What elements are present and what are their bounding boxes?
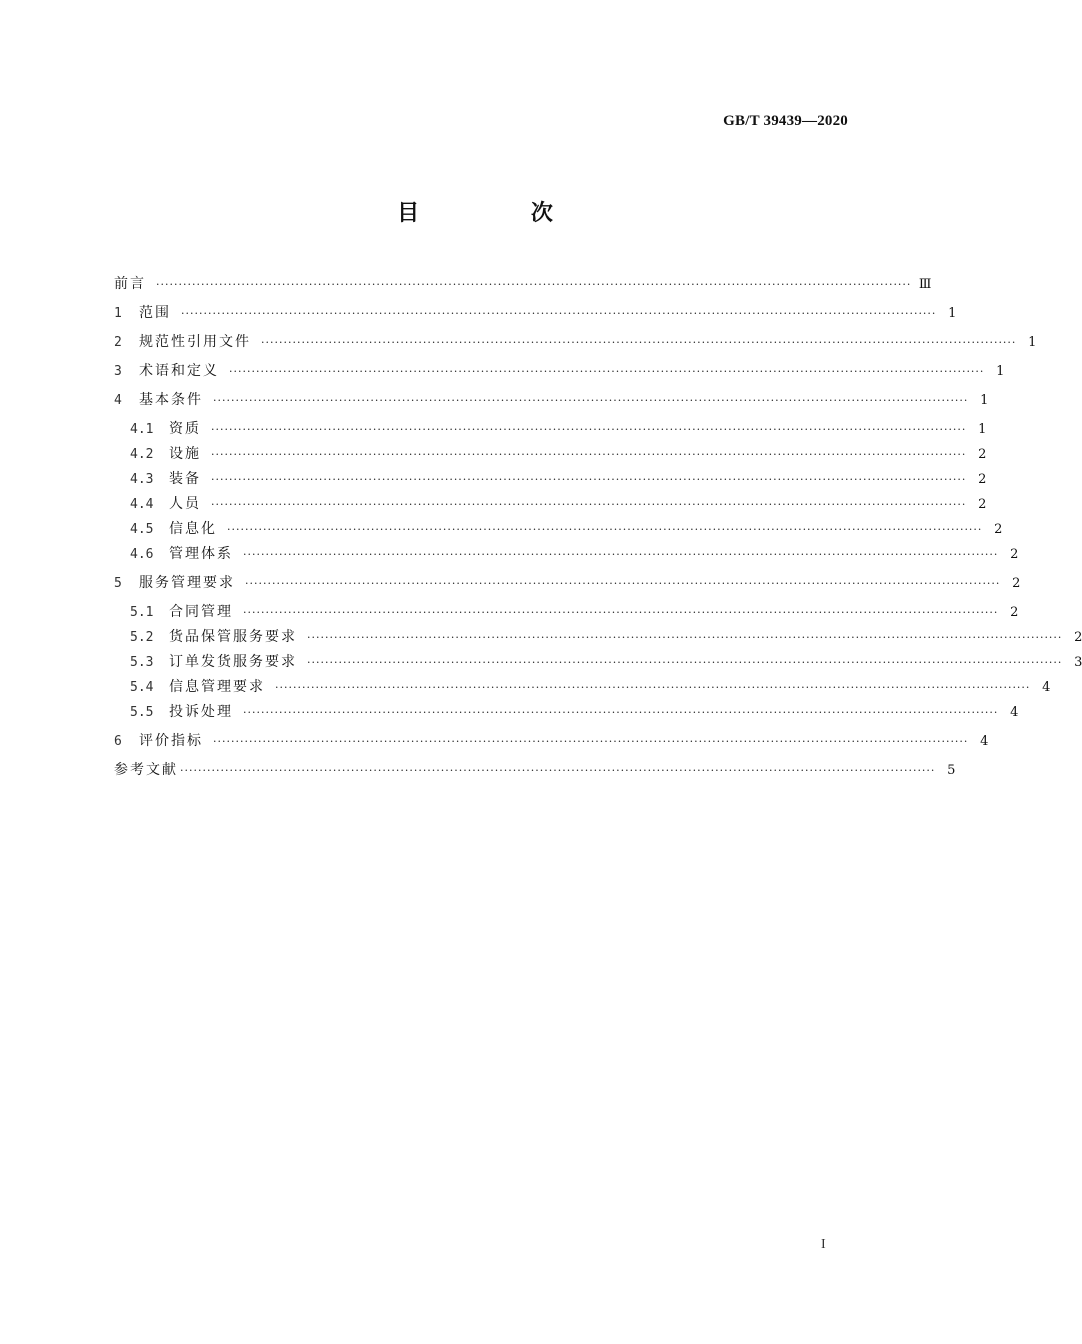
toc-number: 4.1	[130, 422, 154, 437]
toc-label: 术语和定义	[139, 363, 219, 379]
toc-page: 2	[1074, 630, 1082, 645]
leader-dots: ········································································································································································	[243, 548, 999, 561]
toc-label: 装备	[169, 471, 201, 487]
toc-number: 2	[114, 335, 122, 350]
toc-number: 5.3	[130, 655, 154, 670]
toc-label: 基本条件	[139, 392, 203, 408]
leader-dots: ········································································································································································	[213, 735, 969, 748]
toc-subentry[interactable]	[114, 492, 987, 517]
page-number: I	[821, 1237, 826, 1252]
toc-number: 4.6	[130, 547, 154, 562]
toc-number: 4	[114, 393, 122, 408]
toc-entry[interactable]	[114, 571, 1021, 596]
toc-subentry[interactable]	[114, 600, 1019, 625]
toc-label: 管理体系	[169, 546, 233, 562]
toc-subentry[interactable]	[114, 467, 987, 492]
toc-page: 5	[947, 763, 956, 778]
leader-dots: ········································································································································································	[307, 656, 1063, 669]
leader-dots: ········································································································································································	[211, 498, 967, 511]
toc-label: 信息管理要求	[169, 679, 265, 695]
toc-page: 1	[980, 393, 989, 408]
toc-entry[interactable]	[114, 301, 957, 326]
toc-label: 设施	[169, 446, 201, 462]
toc-page: 2	[1012, 576, 1021, 591]
leader-dots: ········································································································································································	[180, 764, 936, 777]
leader-dots: ········································································································································································	[243, 706, 999, 719]
toc-number: 5.1	[130, 605, 154, 620]
toc-label: 货品保管服务要求	[169, 629, 297, 645]
toc-label: 信息化	[169, 521, 217, 537]
toc-subentry[interactable]	[114, 625, 1082, 650]
toc-number: 4.2	[130, 447, 154, 462]
leader-dots: ········································································································································································	[211, 423, 967, 436]
toc-number: 5	[114, 576, 122, 591]
toc-subentry[interactable]	[114, 442, 987, 467]
toc-label: 参考文献	[114, 762, 178, 778]
toc-page: 1	[996, 364, 1005, 379]
toc-subentry[interactable]	[114, 675, 1051, 700]
leader-dots: ········································································································································································	[211, 473, 967, 486]
leader-dots: ········································································································································································	[156, 278, 912, 291]
leader-dots: ········································································································································································	[211, 448, 967, 461]
toc-subentry[interactable]	[114, 417, 987, 442]
toc-number: 5.2	[130, 630, 154, 645]
toc-page: 1	[948, 306, 957, 321]
toc-page: 4	[1010, 705, 1019, 720]
toc-label: 服务管理要求	[139, 575, 235, 591]
toc-label: 合同管理	[169, 604, 233, 620]
leader-dots: ········································································································································································	[227, 523, 983, 536]
toc-label: 范围	[139, 305, 171, 321]
toc-page: 2	[978, 447, 987, 462]
toc-page: 1	[978, 422, 987, 437]
leader-dots: ········································································································································································	[243, 606, 999, 619]
toc-label: 前言	[114, 276, 146, 292]
toc-entry-references[interactable]	[114, 758, 956, 783]
toc-page: 2	[1010, 605, 1019, 620]
leader-dots: ········································································································································································	[307, 631, 1063, 644]
toc-page: Ⅲ	[918, 277, 932, 292]
toc-label: 规范性引用文件	[139, 334, 251, 350]
toc-number: 4.4	[130, 497, 154, 512]
toc-subentry[interactable]	[114, 700, 1019, 725]
toc-page: 4	[1042, 680, 1051, 695]
toc-number: 5.5	[130, 705, 154, 720]
toc-subentry[interactable]	[114, 517, 1003, 542]
toc-entry-preface[interactable]	[114, 272, 932, 297]
toc-subentry[interactable]	[114, 650, 1082, 675]
table-of-contents	[114, 272, 1082, 783]
leader-dots: ········································································································································································	[181, 307, 937, 320]
toc-entry[interactable]	[114, 388, 989, 413]
toc-number: 1	[114, 306, 122, 321]
toc-page: 2	[1010, 547, 1019, 562]
toc-page: 2	[978, 472, 987, 487]
page-title: 目 次	[397, 201, 605, 226]
leader-dots: ········································································································································································	[213, 394, 969, 407]
toc-page: 2	[978, 497, 987, 512]
toc-page: 1	[1028, 335, 1037, 350]
leader-dots: ········································································································································································	[275, 681, 1031, 694]
toc-label: 订单发货服务要求	[169, 654, 297, 670]
toc-entry[interactable]	[114, 330, 1037, 355]
leader-dots: ········································································································································································	[229, 365, 985, 378]
toc-label: 评价指标	[139, 733, 203, 749]
leader-dots: ········································································································································································	[245, 577, 1001, 590]
toc-label: 人员	[169, 496, 201, 512]
standard-code: GB/T 39439—2020	[723, 113, 848, 129]
toc-page: 3	[1074, 655, 1082, 670]
toc-number: 3	[114, 364, 122, 379]
toc-page: 4	[980, 734, 989, 749]
leader-dots: ········································································································································································	[261, 336, 1017, 349]
toc-number: 4.5	[130, 522, 154, 537]
toc-entry[interactable]	[114, 359, 1005, 384]
toc-number: 5.4	[130, 680, 154, 695]
toc-label: 投诉处理	[169, 704, 233, 720]
toc-subentry[interactable]	[114, 542, 1019, 567]
toc-number: 6	[114, 734, 122, 749]
toc-entry[interactable]	[114, 729, 989, 754]
toc-number: 4.3	[130, 472, 154, 487]
toc-label: 资质	[169, 421, 201, 437]
toc-page: 2	[994, 522, 1003, 537]
